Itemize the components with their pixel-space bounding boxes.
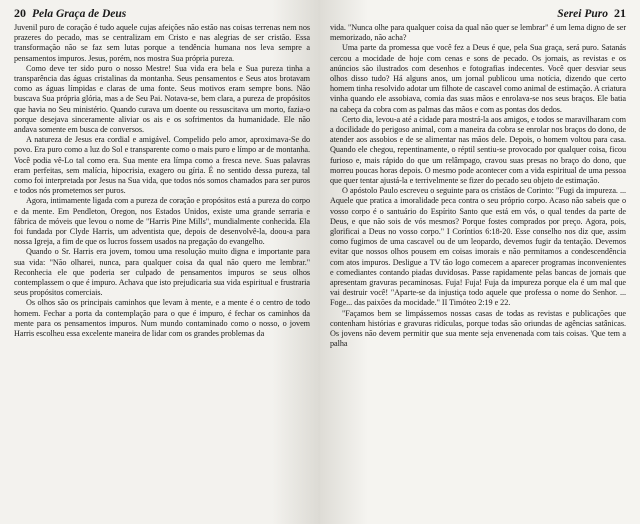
left-page-number: 20: [14, 6, 26, 20]
right-page-body: [330, 23, 626, 350]
paragraph: Certo dia, levou-a até a cidade para mostrá-la aos amigos, e todos se maravilharam com a docilidade do perigoso animal, com a maneira da cobra se enrolar nos braços do dono, de atender aos assobios e de se alimentar nas mãos dele. Depois, o homem voltou para casa. Quando ele chegou, repentinamente, o réptil sentiu-se provocado por qualquer coisa, ficou furioso e, mais rápido do que um relâmpago, cravou suas presas no braço do dono, que morreu poucas horas depois. O mesmo pode acontecer com a vida espiritual de uma pessoa que quer tentar ajustá-la e terrivelmente se fizer do pecado seu objeto de estimação.: [330, 114, 626, 186]
right-page-number: 21: [614, 6, 626, 20]
paragraph: Uma parte da promessa que você fez a Deus é que, pela Sua graça, será puro. Satanás cercou a mocidade de hoje com cenas e sons de pecado. Os jornais, as revistas e os anúncios são ilustrados com desenhos e fotografias indecentes. Você quer desviar seus olhos disso tudo? Há alguns anos, um jornal publicou uma notícia, dizendo que certo homem tinha resolvido adotar um filhote de cascavel como animal de estimação. A criatura vinha quando ele assobiava, comia das suas mãos e enrolava-se nos seus braços. Ele batia na cabeça da cobra com as palmas das mãos e com as pontas dos dedos.: [330, 43, 626, 114]
paragraph: Quando o Sr. Harris era jovem, tomou uma resolução muito digna e importante para sua vida: "Não olharei, nunca, para qualquer coisa da qual não quero me lembrar." Reconhecia ele que poderia ser culpado de pensamentos impuros se seus olhos contemplassem o que é impuro. Achava que isto prejudicaria sua vida espiritual e frustraria seus propósitos comerciais.: [14, 247, 310, 298]
right-page-header: [330, 6, 626, 20]
right-page: [320, 0, 640, 524]
paragraph: Os olhos são os principais caminhos que levam à mente, e a mente é o centro de todo homem. Fechar a porta da contemplação para o que é impuro, é fechar os caminhos da mente para os pensamentos impuros. Num mundo contaminado como o nosso, o jovem Harris escolheu essa excelente maneira de lidar com os grandes problemas da: [14, 298, 310, 339]
paragraph: Como deve ter sido puro o nosso Mestre! Sua vida era bela e Sua pureza tinha a transparência das águas cristalinas da montanha. Seus pensamentos e Seus atos brotavam como as águas límpidas e claras de uma fonte. Seus motivos eram sempre bons. Não buscava Sua própria glória, mas a de Seu Pai. Notava-se, bem clara, a pureza de propósitos que havia no Seu ministério. Quando curava um doente ou ressuscitava um morto, fazia-o porque desejava sinceramente aliviar os ais e os sofrimentos da humanidade. Ele não andava somente em busca de conversos.: [14, 63, 310, 135]
paragraph: Juvenil puro de coração é tudo aquele cujas afeições não estão nas coisas terrenas nem nos prazeres do pecado, mas se centralizam em Cristo e nas alegrias de ser cristão. Essa transformação não se faz sem lutas porque a tendência humana nos leva sempre a pensamentos impuros. Jesus, porém, nos mostra Sua própria pureza.: [14, 23, 310, 63]
left-running-title: Pela Graça de Deus: [32, 8, 127, 20]
left-page-body: [14, 23, 310, 339]
paragraph: "Façamos bem se limpássemos nossas casas de todas as revistas e publicações que contenham histórias e gravuras ridículas, porque todas são oriundas de agências satânicas. Os jovens não devem permitir que sua mente seja envenenada com tais coisas. 'Que tem a palha: [330, 308, 626, 349]
paragraph: vida. "Nunca olhe para qualquer coisa da qual não quer se lembrar" é um lema digno de ser memorizado, não acha?: [330, 23, 626, 43]
paragraph: A natureza de Jesus era cordial e amigável. Compelido pelo amor, aproximava-Se do povo. Era puro como a luz do Sol e transparente como o mais puro e límpo ar de montanha. Você podia vê-Lo tal como era. Sua mente era límpa como a fresca neve. Suas palavras eram perfeitas, sem malícia, hipocrisia, exagero ou gíria. É no sentido dessa pureza, tal como foi interpretada por Jesus na Sua vida, que todos nós somos chamados para ser puros e todos nós prometemos ser puros.: [14, 135, 310, 196]
left-page-header: [14, 6, 310, 20]
paragraph: O apóstolo Paulo escreveu o seguinte para os cristãos de Corinto: "Fugi da impureza. ... Aquele que pratica a imoralidade peca contra o seu próprio corpo. Acaso não sabeis que o vosso corpo é o santuário do Espírito Santo que está em vós, o qual tendes da parte de Deus, e que não sois de vós mesmos? Porque fostes comprados por preço. Agora, pois, glorificai a Deus no vosso corpo." I Coríntios 6:18-20. Esse conselho nos diz que, assim como fugimos de uma cascavel ou de um leopardo, devemos fugir da tentação. Devemos evitar que nossos olhos pousem em coisas imorais e não permitamos a condescendência com atos impuros. Desligue a TV tão logo comecem a aparecer programas inconvenientes e comediantes contando piadas duvidosas. Passe rapidamente pelas bancas de jornais que apresentam gravuras pecaminosas. Fuja! Fuja! Fuja da impureza porque ela é um mal que vai destruir você! "Aparte-se da injustiça todo aquele que professa o nome do Senhor. ... Foge... das paixões da mocidade." II Timóteo 2:19 e 22.: [330, 186, 626, 308]
right-running-title: Serei Puro: [557, 8, 608, 20]
paragraph: Agora, intimamente ligada com a pureza de coração e propósitos está a pureza do corpo e da mente. Em Pendleton, Oregon, nos Estados Unidos, existe uma grande serraria e fábrica de móveis que levou o nome de "Harris Pine Mills", mundialmente conhecida. Ela foi fundada por Clyde Harris, um adventista que, depois de desenvolvê-la, doou-a para nossa Igreja, a fim de que os lucros fossem usados na pregação do evangelho.: [14, 196, 310, 247]
